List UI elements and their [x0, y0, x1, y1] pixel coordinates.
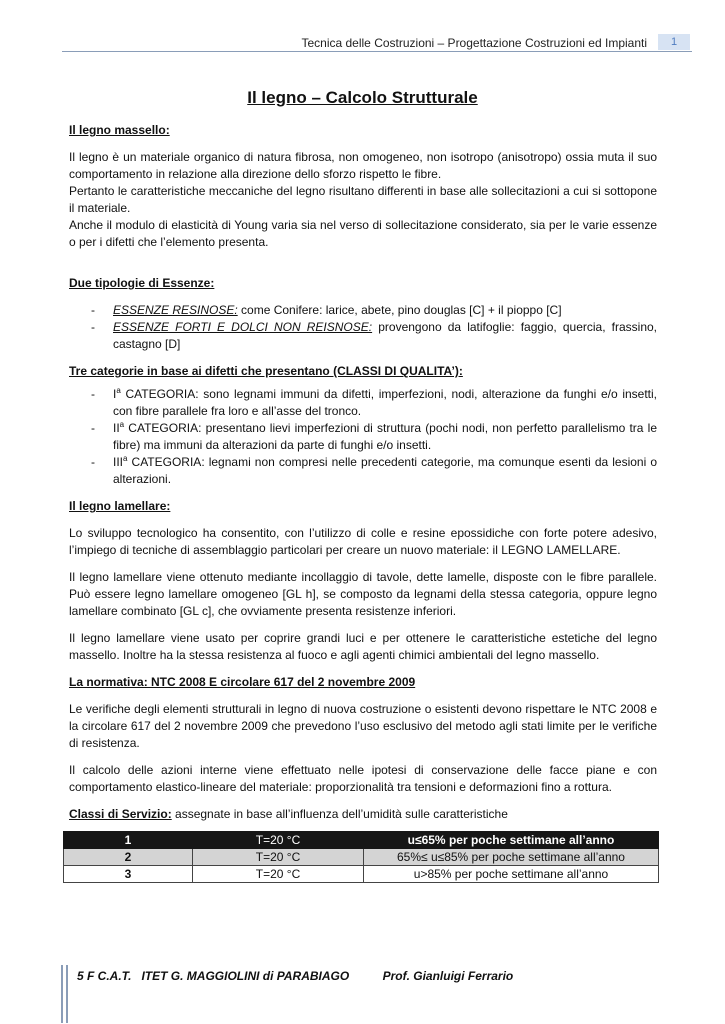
paragraph-normativa-2: Il calcolo delle azioni interne viene effettuato nelle ipotesi di conservazione delle facce piane e con comportamento elastico-lineare del materiale: proporzionalità tra tensioni e deformazioni fino a rottura.	[69, 763, 657, 794]
section-heading-massello: Il legno massello:	[69, 123, 170, 137]
category-text: CATEGORIA: presentano lievi imperfezioni di struttura (pochi nodi, non perfetto parallelismo tra le fibre) ma immuni da alterazioni da parte di funghi e/o insetti.	[113, 421, 657, 452]
footer-rule	[61, 965, 63, 1023]
table-cell-temp: T=20 °C	[193, 849, 364, 866]
section-heading-categorie: Tre categorie in base ai difetti che presentano (CLASSI DI QUALITA’):	[69, 364, 463, 378]
servizio-intro	[69, 806, 657, 823]
category-text: CATEGORIA: sono legnami immuni da difetti, imperfezioni, nodi, alterazione da funghi e/o insetti, con fibre parallele fra loro e all’asse del tronco.	[113, 387, 657, 418]
massello-line: Pertanto le caratteristiche meccaniche del legno risultano differenti in base alle sollecitazioni a cui si sottopone il materiale.	[69, 184, 657, 215]
essence-text: come Conifere: larice, abete, pino douglas [C] + il pioppo [C]	[237, 303, 562, 317]
category-roman: II	[113, 421, 120, 435]
category-text: CATEGORIA: legnami non compresi nelle precedenti categorie, ma comunque esenti da lesioni o alterazioni.	[113, 455, 657, 486]
paragraph-normativa-1: Le verifiche degli elementi strutturali in legno di nuova costruzione o esistenti devono rispettare le NTC 2008 e la circolare 617 del 2 novembre 2009 che prevedono l’uso esclusivo del metodo agli stati limite per le verifiche di resistenza.	[69, 702, 657, 750]
servizio-intro-text: assegnate in base all’influenza dell’umidità sulle caratteristiche	[171, 807, 508, 821]
essenze-list	[69, 302, 657, 353]
category-roman: I	[113, 387, 117, 401]
table-row	[64, 849, 659, 866]
list-item: - $I^a$ CATEGORIA: sono legnami immuni da difetti, imperfezioni, nodi, alterazione da funghi e/o insetti, con fibre parallele fra loro e all’asse del tronco.	[91, 386, 657, 418]
categorie-list	[69, 386, 657, 488]
section-heading-normativa: La normativa: NTC 2008 E circolare 617 del 2 novembre 2009	[69, 675, 416, 689]
footer-professor: Prof. Gianluigi Ferrario	[382, 969, 514, 983]
running-header: Tecnica delle Costruzioni – Progettazione Costruzioni ed Impianti	[301, 36, 647, 50]
footer-rule	[66, 965, 68, 1023]
section-heading-essenze: Due tipologie di Essenze:	[69, 276, 215, 290]
document-body	[69, 122, 657, 883]
table-row	[64, 832, 659, 849]
table-cell-umidita: u>85% per poche settimane all’anno	[364, 866, 659, 883]
category-sup: a	[116, 386, 121, 395]
table-cell-temp: T=20 °C	[193, 832, 364, 849]
section-heading-servizio: Classi di Servizio:	[69, 807, 172, 821]
massello-line: Anche il modulo di elasticità di Young varia sia nel verso di sollecitazione considerato, sia per le varie essenze o per i difetti che l’elemento presenta.	[69, 218, 657, 249]
table-cell-umidita: u≤65% per poche settimane all’anno	[364, 832, 659, 849]
essence-name: ESSENZE FORTI E DOLCI NON REISNOSE:	[113, 320, 373, 334]
footer	[77, 969, 513, 983]
list-item: - $II^a$ CATEGORIA: presentano lievi imperfezioni di struttura (pochi nodi, non perfetto parallelismo tra le fibre) ma immuni da alterazioni da parte di funghi e/o insetti.	[91, 420, 657, 452]
list-item: - ESSENZE RESINOSE: come Conifere: larice, abete, pino douglas [C] + il pioppo [C]	[91, 303, 562, 317]
list-item: - III$^a$ CATEGORIA: legnami non compresi nelle precedenti categorie, ma comunque esenti da lesioni o alterazioni.	[91, 454, 657, 486]
category-roman: III	[113, 455, 124, 469]
page-title: Il legno – Calcolo Strutturale	[247, 88, 478, 107]
paragraph-lamellare-3: Il legno lamellare viene usato per coprire grandi luci e per ottenere le caratteristiche estetiche del legno massello. Inoltre ha la stessa resistenza al fuoco e agli agenti chimici ambientali del legno massello.	[69, 631, 657, 662]
table-cell-classe: 1	[64, 832, 193, 849]
section-heading-lamellare: Il legno lamellare:	[69, 499, 171, 513]
category-sup: a	[123, 454, 128, 463]
category-sup: a	[119, 420, 125, 429]
massello-line: Il legno è un materiale organico di natura fibrosa, non omogeneo, non isotropo (anisotropo) ossia muta il suo comportamento in relazione alla direzione dello sforzo rispetto le fibre.	[69, 150, 657, 181]
paragraph-massello	[69, 149, 657, 251]
paragraph-lamellare-2: Il legno lamellare viene ottenuto mediante incollaggio di tavole, dette lamelle, disposte con le fibre parallele. Può essere legno lamellare omogeneo [GL h], se composto da legnami della stessa categoria, oppure legno lamellare combinato [GL c], che ovviamente presenta resistenze inferiori.	[69, 570, 657, 618]
header-rule	[62, 51, 692, 52]
table-cell-classe: 3	[64, 866, 193, 883]
table-cell-umidita: 65%≤ u≤85% per poche settimane all’anno	[364, 849, 659, 866]
service-classes-table	[63, 831, 659, 883]
paragraph-lamellare-1: Lo sviluppo tecnologico ha consentito, con l’utilizzo di colle e resine epossidiche con forte potere adesivo, l’impiego di tecniche di assemblaggio particolari per creare un nuovo materiale: il LEGNO LAMELLARE.	[69, 526, 657, 557]
list-item: - ESSENZE FORTI E DOLCI NON REISNOSE: provengono da latifoglie: faggio, quercia, frassino, castagno [D]	[91, 320, 658, 351]
table-cell-temp: T=20 °C	[193, 866, 364, 883]
footer-school: 5 F C.A.T. ITET G. MAGGIOLINI di PARABIAGO	[77, 969, 350, 983]
table-cell-classe: 2	[64, 849, 193, 866]
essence-text: provengono da latifoglie: faggio, quercia, frassino, castagno [D]	[113, 320, 658, 351]
essence-name: ESSENZE RESINOSE:	[113, 303, 238, 317]
page-number: 1	[658, 34, 690, 50]
table-row	[64, 866, 659, 883]
